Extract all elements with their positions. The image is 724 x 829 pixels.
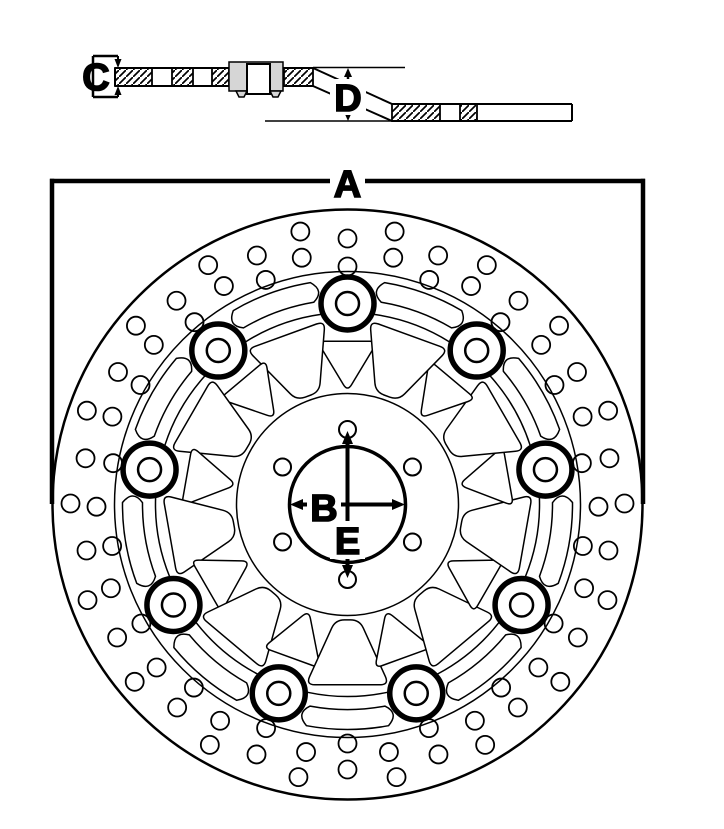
- drill-hole: [289, 768, 307, 786]
- drill-hole: [532, 336, 550, 354]
- drill-hole: [380, 743, 398, 761]
- rivet-bobbin-hole: [534, 458, 557, 481]
- band-slot: [540, 496, 573, 586]
- c-arrow-head: [115, 59, 122, 68]
- drill-hole: [589, 498, 607, 516]
- rivet-bobbin-hole: [510, 594, 533, 617]
- drill-hole: [103, 408, 121, 426]
- drill-hole: [339, 761, 357, 779]
- drill-hole: [168, 292, 186, 310]
- drill-hole: [168, 699, 186, 717]
- drill-hole: [201, 736, 219, 754]
- drill-hole: [293, 249, 311, 267]
- drill-hole: [104, 454, 122, 472]
- drill-hole: [248, 246, 266, 264]
- dim-label-e: E: [334, 521, 361, 563]
- drill-hole: [78, 402, 96, 420]
- drill-hole: [429, 246, 447, 264]
- drill-hole: [420, 719, 438, 737]
- drill-hole: [429, 745, 447, 763]
- band-slot: [122, 496, 155, 586]
- bobbin-foot: [270, 91, 281, 97]
- drill-hole: [384, 249, 402, 267]
- drill-hole: [257, 719, 275, 737]
- drill-hole: [466, 712, 484, 730]
- drill-hole: [297, 743, 315, 761]
- drill-hole: [598, 591, 616, 609]
- carrier-window-triangle: [462, 450, 512, 504]
- drill-hole: [109, 363, 127, 381]
- drill-hole: [211, 712, 229, 730]
- drill-hole: [215, 277, 233, 295]
- drill-hole: [574, 408, 592, 426]
- front-view: [50, 179, 645, 800]
- drill-hole: [551, 673, 569, 691]
- drill-hole: [509, 292, 527, 310]
- drill-hole: [599, 402, 617, 420]
- drill-hole: [599, 542, 617, 560]
- rivet-bobbin-hole: [207, 339, 230, 362]
- carrier-band-arc: [308, 692, 388, 696]
- drill-hole: [145, 336, 163, 354]
- carrier-window-triangle: [183, 450, 233, 504]
- dimension-arrow-b-head: [392, 499, 405, 510]
- drill-hole: [388, 768, 406, 786]
- drill-hole: [509, 699, 527, 717]
- dim-label-c: C: [82, 57, 110, 99]
- drill-hole: [126, 673, 144, 691]
- d-arrow-head: [344, 68, 352, 77]
- dimension-arrow-b-head: [290, 499, 303, 510]
- drill-hole: [573, 454, 591, 472]
- section-hatch-block: [212, 68, 229, 86]
- carrier-window-triangle: [320, 341, 375, 388]
- drill-hole: [462, 277, 480, 295]
- dim-label-d: D: [334, 78, 362, 120]
- drill-hole: [79, 591, 97, 609]
- section-hatch-block: [284, 68, 313, 86]
- drill-hole: [148, 659, 166, 677]
- rivet-bobbin-hole: [138, 458, 161, 481]
- drill-hole: [108, 629, 126, 647]
- band-slot: [232, 283, 319, 328]
- dim-label-a: A: [333, 164, 362, 206]
- hub-bolt-hole: [404, 534, 421, 551]
- drill-hole: [550, 317, 568, 335]
- drill-hole: [185, 679, 203, 697]
- rivet-bobbin-hole: [267, 682, 290, 705]
- drill-hole: [569, 629, 587, 647]
- drill-hole: [339, 258, 357, 276]
- hub-bolt-hole: [274, 459, 291, 476]
- drill-hole: [199, 256, 217, 274]
- section-hatch-block: [460, 104, 477, 121]
- rivet-bobbin-hole: [465, 339, 488, 362]
- rivet-bobbin-hole: [162, 594, 185, 617]
- section-hatch-block: [392, 104, 440, 121]
- drill-hole: [476, 736, 494, 754]
- rivet-bobbin-hole: [405, 682, 428, 705]
- drill-hole: [339, 230, 357, 248]
- rivet-section: [247, 64, 270, 94]
- hub-bolt-hole: [274, 534, 291, 551]
- drill-hole: [248, 745, 266, 763]
- drill-hole: [568, 363, 586, 381]
- drill-hole: [575, 579, 593, 597]
- drill-hole: [291, 223, 309, 241]
- band-slot: [376, 283, 463, 328]
- drill-hole: [127, 317, 145, 335]
- drill-hole: [77, 449, 95, 467]
- drill-hole: [102, 579, 120, 597]
- drill-hole: [88, 498, 106, 516]
- drill-hole: [78, 542, 96, 560]
- section-hatch-block: [115, 68, 152, 86]
- c-arrow-head: [115, 86, 122, 95]
- carrier-window-fan: [309, 620, 387, 685]
- drill-hole: [62, 495, 80, 513]
- dim-label-b: B: [310, 488, 338, 530]
- drill-hole: [600, 449, 618, 467]
- hub-bolt-hole: [404, 459, 421, 476]
- drill-hole: [492, 679, 510, 697]
- band-slot: [302, 706, 393, 729]
- drill-hole: [386, 223, 404, 241]
- drill-hole: [529, 659, 547, 677]
- section-hatch-block: [172, 68, 193, 86]
- rivet-bobbin-hole: [336, 292, 359, 315]
- bobbin-foot: [236, 91, 247, 97]
- drill-hole: [478, 256, 496, 274]
- drill-hole: [615, 495, 633, 513]
